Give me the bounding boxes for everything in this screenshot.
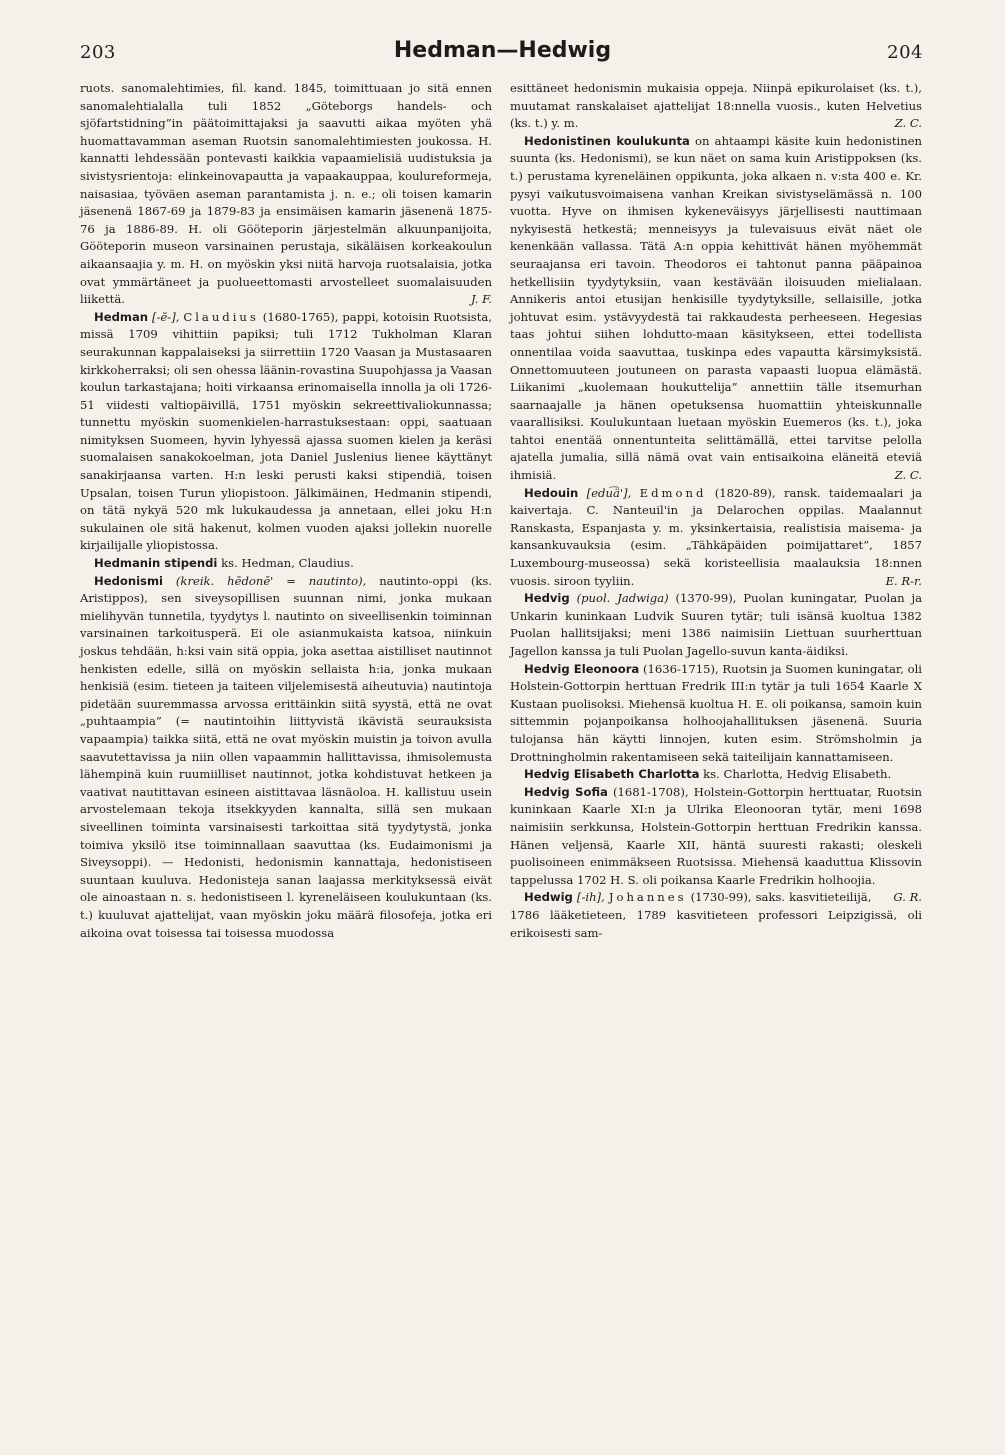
author-initials: Z. C. xyxy=(894,468,922,483)
article-entry xyxy=(510,766,922,784)
author-initials: G. R. xyxy=(893,890,922,905)
continued-article xyxy=(80,80,492,309)
author-initials: E. R-r. xyxy=(885,573,922,588)
article-entry xyxy=(510,133,922,485)
headword: Hedman xyxy=(94,309,149,324)
pronunciation: (kreik. hēdonē' = nautinto), xyxy=(175,573,367,588)
given-name: Edmond xyxy=(639,485,707,500)
article-text: (1370-99), Puolan kuningatar, Puolan ja Unkarin kuninkaan Ludvik Suuren tytär; tuli isänsä kuoltua 1382 Puolan hallitsijaksi; meni 1386 naimisiin Liettuan suurherttuan Jagellon kanssa ja tuli Puolan Jagello-suvun kanta-äidiksi. xyxy=(510,591,922,658)
page-number-left: 203 xyxy=(80,42,116,63)
given-name: Claudius xyxy=(183,309,259,324)
pronunciation: (puol. Jadwiga) xyxy=(576,591,669,606)
running-head: Hedman—Hedwig xyxy=(393,38,612,63)
article-entry xyxy=(510,590,922,660)
article-entry xyxy=(80,555,492,573)
article-text: (1636-1715), Ruotsin ja Suomen kuningatar, oli Holstein-Gottorpin herttuan Fredrik III:n tytär ja tuli 1654 Kaarle X Kustaan puolisoksi. Miehensä kuoltua H. E. oli poikansa, samoin kuin sittemmin pojanpoikansa holhoojahallituksen jäsenenä. Suuria tulojansa hän käytti linnojen, kuten esim. Strömsholmin ja Drottningholmin rakentamiseen sekä taiteilijain kannattamiseen. xyxy=(510,661,923,764)
article-entry xyxy=(80,573,492,942)
article-text: (1680-1765), pappi, kotoisin Ruotsista, missä 1709 vihittiin papiksi; tuli 1712 Tukholman Klaran seurakunnan kappalaiseksi ja siirrettiin 1720 Vaasan ja Mustasaaren kirkkoherraksi; oli sen ohessa läänin-rovastina Suupohjassa ja Vaasan koulun tarkastajana; hoiti virkaansa erinomaisella innolla ja oli 1726-51 viidesti valtiopäivillä, 1751 myöskin sekreettivaliokunnassa; tunnettu myöskin suomenkielen-harrastuksestaan: oppi, saatuaan nimityksen Suomeen, hyvin lyhyessä ajassa suomen kielen ja keräsi suomalaisen sanakokoelman, jota Daniel Juslenius lienee käyttänyt sanakirjaansa varten. H:n leski perusti kaksi stipendiä, toisen Upsalan, toisen Turun yliopistoon. Jälkimäinen, Hedmanin stipendi, on tätä nykyä 520 mk lukukaudessa ja annetaan, ellei joku H:n sukulainen ole sitä hakenut, kolmen vuoden ajaksi jollekin nuorelle kirjailijalle yliopistossa. xyxy=(80,309,493,553)
headword: Hedmanin stipendi xyxy=(94,556,218,571)
left-column xyxy=(80,80,492,942)
article-text: ruots. sanomalehtimies, fil. kand. 1845, toimittuaan jo sitä ennen sanomalehtialalla tuli 1852 „Göteborgs handels- och sjöfartstidning”in päätoimittajaksi ja saavutti aikaa myöten yhä huomattavamman aseman Ruotsin sanomalehtimiesten joukossa. H. kannatti lehdessään pontevasti kaikkia vapaamielisiä uudistuksia ja sivistysrientoja: elinkeinovapautta ja vapaakauppaa, koulureformeja, naisasiaa, työväen aseman parantamista j. n. e.; oli toisen kamarin jäsenenä 1867-69 ja 1879-83 ja ensimäisen kamarin jäsenenä 1875-76 ja 1886-89. H. oli Gööteporin järjestelmän alkuunpanijoita, Gööteporin museon varsinainen perustaja, sikäläisen korkeakoulun aikaansaajia y. m. H. on myöskin yksi niitä harvoja ruotsalaisia, jotka ovat ymmärtäneet ja puolueettomasti arvostelleet suomalaisuuden liikettä. xyxy=(80,81,492,307)
pronunciation: [edu͡ä'], xyxy=(586,485,632,500)
headword: Hedonistinen koulukunta xyxy=(524,133,690,148)
right-column xyxy=(510,80,922,942)
article-entry xyxy=(510,485,922,591)
article-text: ks. Charlotta, Hedvig Elisabeth. xyxy=(703,767,892,782)
article-entry xyxy=(80,309,492,555)
page-number-right: 204 xyxy=(887,42,923,63)
page-header xyxy=(0,38,1005,72)
author-initials: Z. C. xyxy=(894,116,922,131)
article-text: (1820-89), ransk. taidemaalari ja kaivertaja. C. Nanteuil'in ja Delarochen oppilas. Maalannut Ranskasta, Espanjasta y. m. yksinkertaisia, realistisia maisema- ja kansankuvauksia (esim. „Tähkäpäiden poimijattaret”, 1857 Luxembourg-museossa) sekä koristeellisia maalauksia 18:nnen vuosis. siroon tyyliin. xyxy=(510,485,923,588)
continued-article xyxy=(510,80,922,133)
headword: Hedwig xyxy=(524,890,573,905)
headword: Hedvig xyxy=(524,591,570,606)
headword: Hedouin xyxy=(524,485,579,500)
headword: Hedonismi xyxy=(94,573,164,588)
article-text: nautinto-oppi (ks. Aristippos), sen siveysopillisen suunnan nimi, jonka mukaan mielihyvän tunnetila, tyydytys l. nautinto on siveellisenkin toiminnan varsinainen tarkoitusperä. Ei ole asianmukaista katsoa, niinkuin joskus tehdään, h:ksi vain sitä oppia, joka asettaa aistilliset nautinnot henkisten edelle, sillä on myöskin sellaista h:ia, jonka mukaan henkisiä (esim. tieteen ja taiteen viljelemisestä aiheutuvia) nautintoja pidetään suuremmassa arvossa erittäinkin siitä syystä, että ne ovat „puhtaampia” (= nautintoihin liittyvistä ikävistä seurauksista vapaampia) taikka siitä, että ne ovat myöskin muistin ja toivon avulla saavutettavissa ja niin ollen vapaammin hallittavissa, ihmisolemusta lähempinä kuin ruumiilliset nautinnot, jotka kohdistuvat hetkeen ja vaativat nautittavan esineen aistittavaa läsnäoloa. H. kallistuu usein arvostelemaan tekoja itsekkyyden kannalta, sillä sen mukaan siveellinen toiminta varsinaisesti tarkoittaa sitä tyydytystä, jonka toimiva yksilö itse toiminnallaan saavuttaa (ks. Eudaimonismi ja Siveysoppi). — Hedonisti, hedonismin kannattaja, hedonistiseen suuntaan kuuluva. Hedonisteja sanan laajassa merkityksessä eivät ole ainoastaan n. s. hedonistiseen l. kyreneläiseen koulukuntaan (ks. t.) kuuluvat ajattelijat, vaan myöskin joku määrä filosofeja, jotka eri aikoina ovat toisessa tai toisessa muodossa xyxy=(80,573,493,940)
article-entry xyxy=(510,889,922,942)
article-entry xyxy=(510,661,922,767)
author-initials: J. F. xyxy=(470,292,492,307)
article-text: ks. Hedman, Claudius. xyxy=(221,556,354,571)
article-text: on ahtaampi käsite kuin hedonistinen suunta (ks. Hedonismi), se kun näet on sama kuin Aristippoksen (ks. t.) perustama kyreneläinen oppikunta, joka alkaen n. v:sta 400 e. Kr. pysyi vaikutusvoimaisena vanhan Kreikan sivistyselämässä n. 100 vuotta. Hyve on ihmisen kykeneväisyys järjellisesti nauttimaan nykyisestä hetkestä; menneisyys ja tulevaisuus eivät näet ole kenenkään vallassa. Tätä A:n oppia kehittivät hänen myöhemmät seuraajansa eri tavoin. Theodoros ei tahtonut panna pääpainoa hetkellisiin tyydytyksiin, vaan kestävään iloisuuden mielialaan. Annikeris antoi etusijan henkisille tyydytyksille, sellaisille, jotka johtuvat esim. ystävyydestä tai rakkaudesta perheeseen. Hegesias taas johtui siihen lohdutto-maan käsitykseen, ettei todellista onnentilaa voida saavuttaa, tuskinpa edes vapautta kärsimyksistä. Onnettomuuteen joutuneen on parasta vapaasti luopua elämästä. Liikanimi „kuolemaan houkuttelija” annettiin tälle itsemurhan saarnaajalle ja hänen opetuksensa huomattiin yhteiskunnalle vaarallisiksi. Koulukuntaan luetaan myöskin Euemeros (ks. t.), joka tahtoi enentää onnentunteita selittämällä, ettei tarvitse pelolla ajatella jumalia, sillä nämä ovat vain entisaikoina eläneitä etevіä ihmisiä. xyxy=(510,133,923,483)
article-text: (1730-99), saks. kasvitieteilijä, 1786 lääketieteen, 1789 kasvitieteen professori Leipzigissä, oli erikoisesti sam- xyxy=(510,890,922,940)
headword: Hedvig Sofia xyxy=(524,784,608,799)
pronunciation: [-ĕ-], xyxy=(151,309,180,324)
article-text: (1681-1708), Holstein-Gottorpin herttuatar, Ruotsin kuninkaan Kaarle XI:n ja Ulrika Eleonooran tytär, meni 1698 naimisiin serkkunsa, Holstein-Gottorpin herttuan Fredrikin kanssa. Hänen veljensä, Kaarle XII, häntä suuresti rakasti; oleskeli puolisoineen enimmäkseen Ruotsissa. Miehensä kaaduttua Klissovin tappelussa 1702 H. S. oli poikansa Kaarle Fredrikin holhoojia. xyxy=(510,784,922,887)
given-name: Johannes xyxy=(608,890,687,905)
headword: Hedvig Elisabeth Charlotta xyxy=(524,767,700,782)
article-text: esittäneet hedonismin mukaisia oppeja. Niinpä epikurolaiset (ks. t.), muutamat ranskalaiset ajattelijat 18:nnella vuosis., kuten Helvetius (ks. t.) y. m. xyxy=(510,81,922,131)
pronunciation: [-ih], xyxy=(576,890,605,905)
headword: Hedvig Eleonoora xyxy=(524,661,640,676)
